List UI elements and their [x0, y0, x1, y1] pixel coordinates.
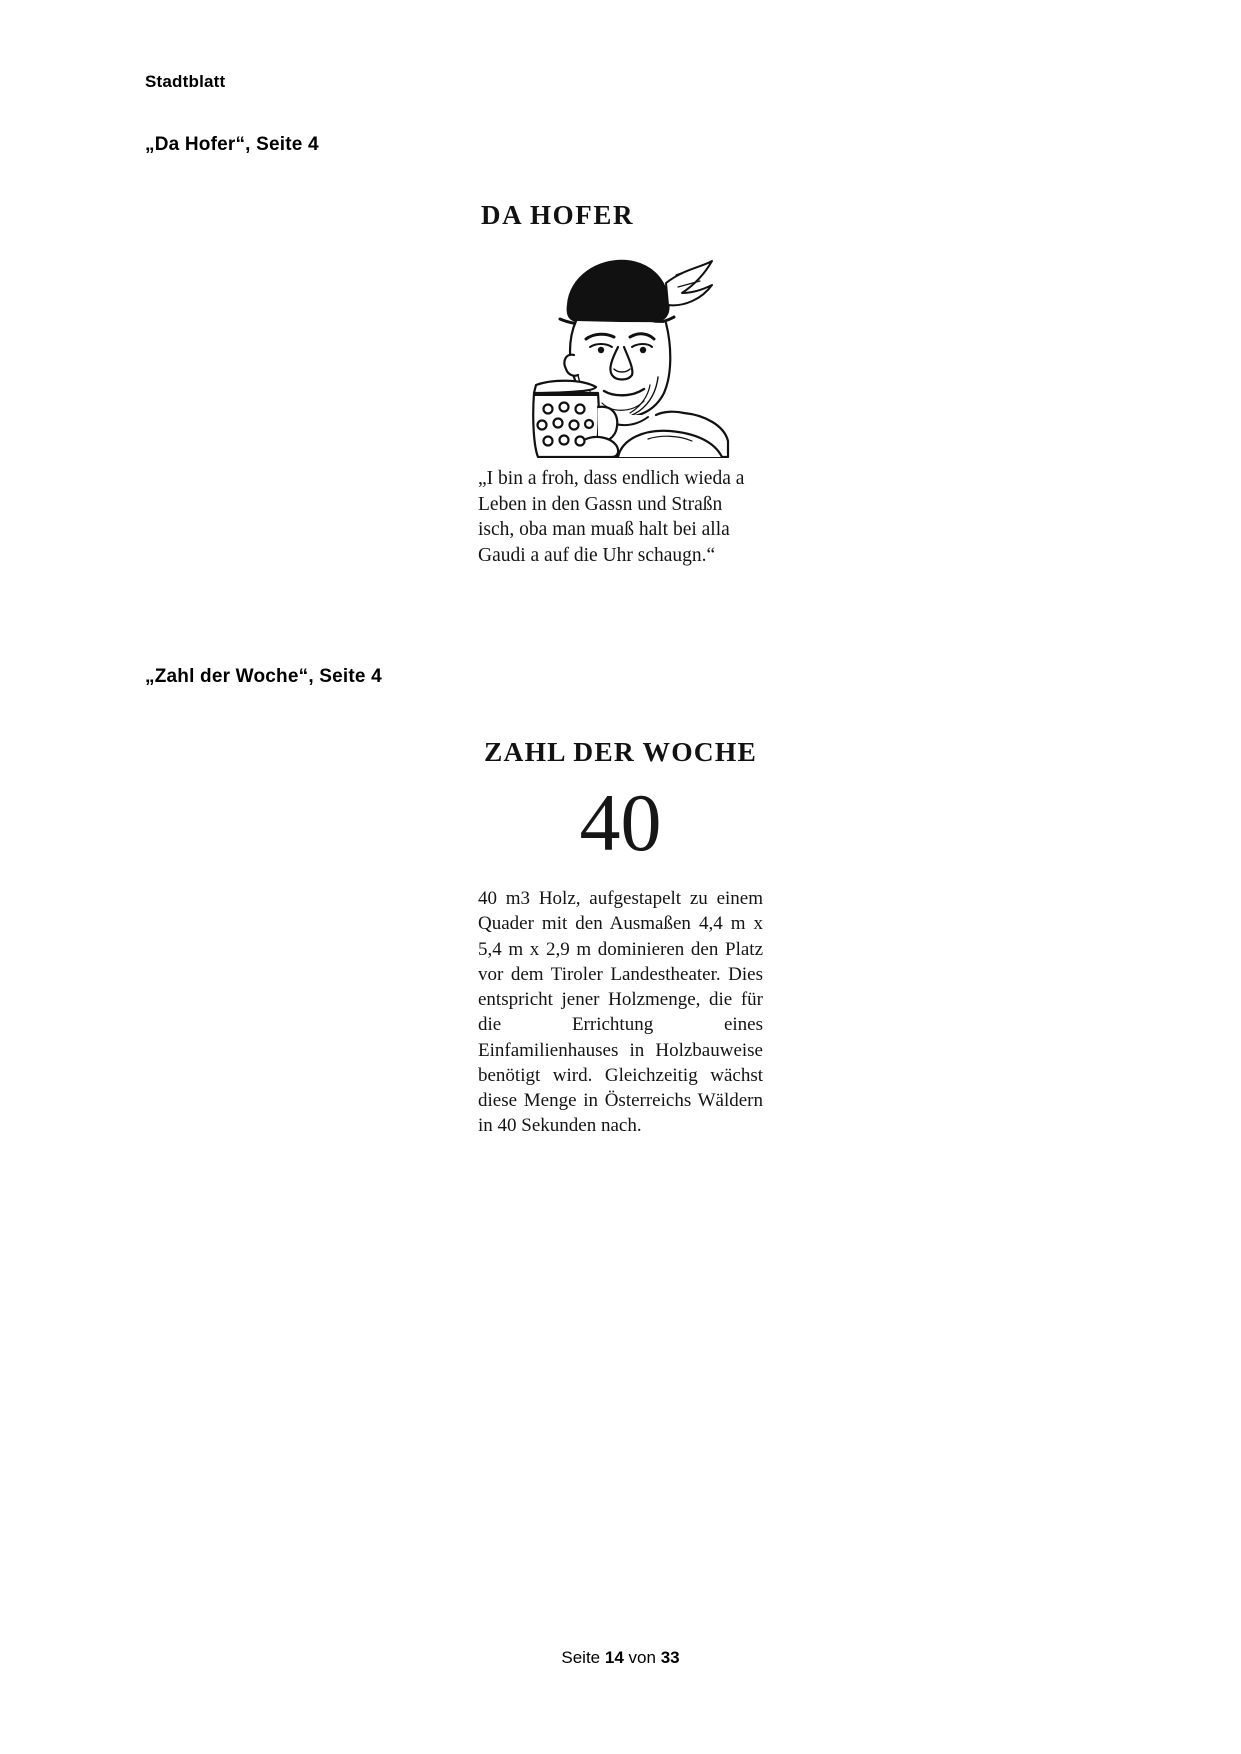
- clipping-number: 40: [579, 777, 662, 868]
- page-footer: [0, 1648, 1241, 1668]
- document-header: Stadtblatt: [145, 72, 226, 91]
- section-heading-da-hofer: „Da Hofer“, Seite 4: [145, 134, 319, 155]
- clipping-quote-da-hofer: „I bin a froh, dass endlich wieda a Leben in den Gassn und Straßn isch, oba man muaß halt bei alla Gaudi a auf die Uhr schaugn.“: [478, 468, 745, 567]
- section-heading-zahl-der-woche: „Zahl der Woche“, Seite 4: [145, 666, 382, 687]
- clipping-title-zahl-der-woche: ZAHL DER WOCHE: [483, 736, 757, 767]
- clipping-zahl-der-woche: [478, 736, 768, 1139]
- footer-total-pages: 33: [660, 1648, 680, 1667]
- clipping-da-hofer: [478, 200, 758, 569]
- cartoon-man-with-beer-mug-icon: [498, 243, 748, 458]
- clipping-title-da-hofer: DA HOFER: [481, 200, 635, 230]
- footer-middle: von: [628, 1648, 656, 1667]
- clipping-body-zahl-der-woche: 40 m3 Holz, aufgestapelt zu einem Quader mit den Ausmaßen 4,4 m x 5,4 m x 2,9 m dominieren den Platz vor dem Tiroler Landestheater. Dies entspricht jener Holzmenge, die für die Errichtung eines Einfamilienhauses in Holzbauweise benötigt wird. Gleichzeitig wächst diese Menge in Österreichs Wäldern in 40 Sekunden nach.: [478, 888, 763, 1137]
- footer-current-page: 14: [604, 1648, 624, 1667]
- footer-prefix: Seite: [561, 1648, 601, 1667]
